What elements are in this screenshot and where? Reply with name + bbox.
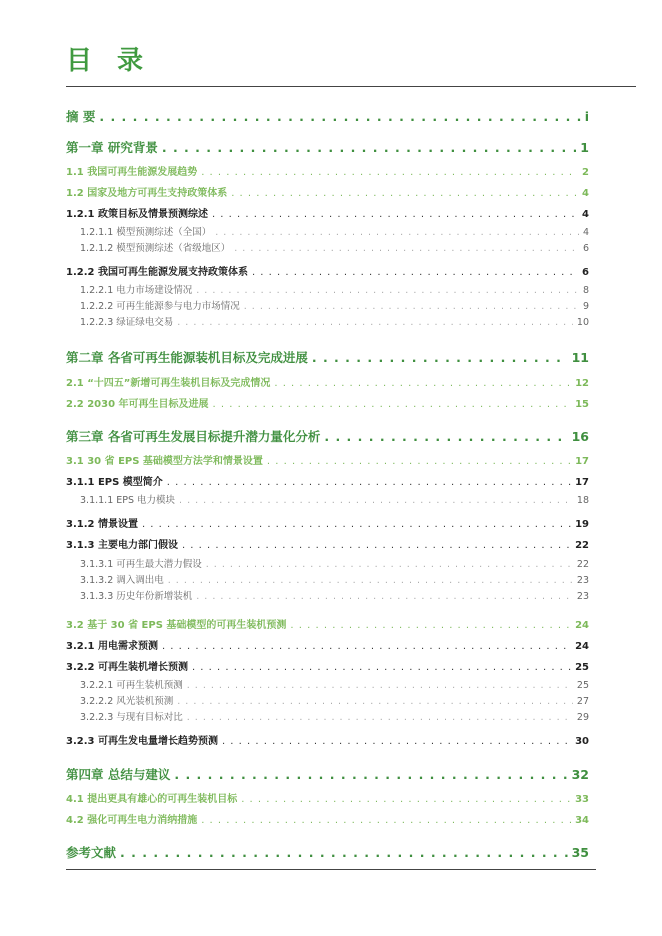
toc-entry-page: 19 <box>575 519 589 530</box>
toc-leader-dots <box>212 209 578 220</box>
toc-entry-label: 3.2.1 用电需求预测 <box>66 641 158 652</box>
toc-entry-label: 4.2 强化可再生电力消纳措施 <box>66 815 198 826</box>
toc-entry-page: 16 <box>571 429 589 444</box>
toc-entry-page: 4 <box>582 209 589 220</box>
toc-entry-label: 3.1.3.3 历史年份新增装机 <box>80 591 193 602</box>
toc-entry-page: 17 <box>575 477 589 488</box>
toc-entry-3-2-2-2[interactable] <box>80 693 589 707</box>
toc-entry-label: 1.2.1.2 模型预测综述（省级地区） <box>80 243 231 254</box>
toc-entry-3-1-3-1[interactable] <box>80 556 589 570</box>
toc-entry-label: 3.1.2 情景设置 <box>66 519 138 530</box>
toc-leader-dots <box>215 227 579 238</box>
toc-leader-dots <box>213 399 572 410</box>
toc-entry-page: 30 <box>575 736 589 747</box>
toc-entry-3-2-1[interactable] <box>66 637 589 652</box>
toc-entry-page: 8 <box>582 285 589 296</box>
toc-leader-dots <box>196 285 579 296</box>
toc-leader-dots <box>267 456 571 467</box>
toc-entry-1-2-2[interactable] <box>66 263 589 278</box>
toc-entry-label: 第四章 总结与建议 <box>66 767 171 782</box>
toc-entry-page: 24 <box>575 641 589 652</box>
page-title: 目 录 <box>66 46 152 76</box>
toc-entry-label: 2.1 “十四五”新增可再生装机目标及完成情况 <box>66 378 271 389</box>
toc-entry-3-1-3[interactable] <box>66 536 589 551</box>
toc-entry-label: 参考文献 <box>66 845 117 860</box>
toc-leader-dots <box>312 350 568 365</box>
toc-entry-references[interactable] <box>66 843 589 861</box>
toc-entry-label: 1.2.2.3 绿证绿电交易 <box>80 317 174 328</box>
toc-entry-page: 18 <box>576 495 589 506</box>
toc-entry-label: 1.2.2 我国可再生能源发展支持政策体系 <box>66 267 248 278</box>
toc-leader-dots <box>177 317 573 328</box>
toc-entry-label: 3.2.2.1 可再生装机预测 <box>80 680 183 691</box>
toc-entry-3-2-2[interactable] <box>66 658 589 673</box>
toc-leader-dots <box>192 662 571 673</box>
toc-entry-chapter-3[interactable] <box>66 427 589 445</box>
toc-entry-page: 24 <box>575 620 589 631</box>
toc-entry-page: 27 <box>576 696 589 707</box>
toc-entry-chapter-2[interactable] <box>66 348 589 366</box>
toc-entry-chapter-4[interactable] <box>66 765 589 783</box>
toc-leader-dots <box>222 736 571 747</box>
toc-leader-dots <box>182 540 571 551</box>
toc-entry-1-2-1-2[interactable] <box>80 240 589 254</box>
toc-entry-3-1[interactable] <box>66 452 589 467</box>
toc-leader-dots <box>234 243 579 254</box>
toc-leader-dots <box>231 188 578 199</box>
toc-entry-page: 6 <box>582 243 589 254</box>
toc-entry-1-1[interactable] <box>66 163 589 178</box>
toc-entry-page: 2 <box>582 167 589 178</box>
toc-leader-dots <box>179 495 573 506</box>
toc-entry-page: 11 <box>571 350 589 365</box>
toc-leader-dots <box>167 477 571 488</box>
toc-entry-label: 3.1.3 主要电力部门假设 <box>66 540 178 551</box>
toc-leader-dots <box>274 378 571 389</box>
toc-entry-label: 3.2.2.3 与现有目标对比 <box>80 712 183 723</box>
toc-leader-dots <box>206 559 573 570</box>
toc-entry-page: 12 <box>575 378 589 389</box>
toc-leader-dots <box>201 815 571 826</box>
toc-leader-dots <box>162 641 571 652</box>
toc-entry-label: 3.2.2 可再生装机增长预测 <box>66 662 188 673</box>
toc-entry-page: 17 <box>575 456 589 467</box>
toc-entry-label: 3.2 基于 30 省 EPS 基础模型的可再生装机预测 <box>66 620 287 631</box>
toc-entry-4-2[interactable] <box>66 811 589 826</box>
toc-entry-label: 1.2 国家及地方可再生支持政策体系 <box>66 188 228 199</box>
toc-entry-1-2-2-2[interactable] <box>80 298 589 312</box>
toc-entry-page: 22 <box>576 559 589 570</box>
toc-entry-label: 摘 要 <box>66 109 96 124</box>
toc-entry-1-2-1-1[interactable] <box>80 224 589 238</box>
toc-entry-2-1[interactable] <box>66 374 589 389</box>
toc-leader-dots <box>120 845 568 860</box>
toc-entry-label: 1.1 我国可再生能源发展趋势 <box>66 167 198 178</box>
toc-entry-label: 3.1.3.1 可再生最大潜力假设 <box>80 559 202 570</box>
toc-leader-dots <box>162 140 576 155</box>
toc-entry-3-1-3-2[interactable] <box>80 572 589 586</box>
toc-leader-dots <box>177 696 573 707</box>
toc-entry-3-1-1[interactable] <box>66 473 589 488</box>
toc-entry-page: 34 <box>575 815 589 826</box>
toc-entry-3-2[interactable] <box>66 616 589 631</box>
toc-entry-page: 1 <box>580 140 589 155</box>
toc-entry-page: 10 <box>576 317 589 328</box>
toc-leader-dots <box>290 620 571 631</box>
toc-entry-page: 4 <box>582 188 589 199</box>
toc-entry-label: 第二章 各省可再生能源装机目标及完成进展 <box>66 350 308 365</box>
toc-entry-1-2-1[interactable] <box>66 205 589 220</box>
toc-entry-3-1-1-1[interactable] <box>80 492 589 506</box>
toc-leader-dots <box>201 167 578 178</box>
toc-entry-page: 35 <box>571 845 589 860</box>
toc-entry-label: 3.1.3.2 调入调出电 <box>80 575 164 586</box>
toc-entry-label: 1.2.1.1 模型预测综述（全国） <box>80 227 212 238</box>
toc-leader-dots <box>196 591 573 602</box>
toc-leader-dots <box>187 712 573 723</box>
toc-entry-3-1-3-3[interactable] <box>80 588 589 602</box>
toc-entry-label: 1.2.1 政策目标及情景预测综述 <box>66 209 208 220</box>
toc-entry-label: 1.2.2.2 可再生能源参与电力市场情况 <box>80 301 240 312</box>
toc-leader-dots <box>241 794 571 805</box>
toc-entry-label: 3.2.2.2 风光装机预测 <box>80 696 174 707</box>
toc-entry-page: i <box>584 109 589 124</box>
toc-entry-page: 23 <box>576 575 589 586</box>
toc-entry-3-2-2-1[interactable] <box>80 677 589 691</box>
toc-entry-page: 32 <box>571 767 589 782</box>
toc-entry-3-1-2[interactable] <box>66 515 589 530</box>
toc-entry-abstract[interactable] <box>66 107 589 125</box>
toc-entry-4-1[interactable] <box>66 790 589 805</box>
toc-entry-label: 3.1 30 省 EPS 基础模型方法学和情景设置 <box>66 456 263 467</box>
toc-entry-page: 6 <box>582 267 589 278</box>
toc-leader-dots <box>187 680 573 691</box>
toc-entry-1-2[interactable] <box>66 184 589 199</box>
toc-entry-2-2[interactable] <box>66 395 589 410</box>
toc-entry-page: 25 <box>576 680 589 691</box>
toc-entry-label: 3.1.1 EPS 模型简介 <box>66 477 163 488</box>
toc-entry-label: 第一章 研究背景 <box>66 140 158 155</box>
toc-entry-page: 25 <box>575 662 589 673</box>
toc-entry-1-2-2-3[interactable] <box>80 314 589 328</box>
toc-entry-label: 4.1 提出更具有雄心的可再生装机目标 <box>66 794 238 805</box>
toc-entry-page: 4 <box>582 227 589 238</box>
toc-leader-dots <box>99 109 580 124</box>
toc-entry-page: 9 <box>582 301 589 312</box>
toc-entry-label: 1.2.2.1 电力市场建设情况 <box>80 285 193 296</box>
toc-entry-page: 29 <box>576 712 589 723</box>
toc-leader-dots <box>168 575 573 586</box>
toc-entry-page: 33 <box>575 794 589 805</box>
toc-leader-dots <box>324 429 567 444</box>
toc-entry-label: 2.2 2030 年可再生目标及进展 <box>66 399 209 410</box>
toc-entry-page: 22 <box>575 540 589 551</box>
toc-entry-1-2-2-1[interactable] <box>80 282 589 296</box>
toc-entry-label: 3.1.1.1 EPS 电力模块 <box>80 495 176 506</box>
bottom-divider <box>66 869 596 870</box>
toc-entry-chapter-1[interactable] <box>66 138 589 156</box>
toc-leader-dots <box>142 519 571 530</box>
toc-leader-dots <box>244 301 579 312</box>
toc-entry-page: 15 <box>575 399 589 410</box>
toc-entry-label: 第三章 各省可再生发展目标提升潜力量化分析 <box>66 429 321 444</box>
title-divider <box>66 86 636 87</box>
toc-leader-dots <box>174 767 567 782</box>
toc-entry-label: 3.2.3 可再生发电量增长趋势预测 <box>66 736 218 747</box>
toc-leader-dots <box>252 267 578 278</box>
toc-entry-3-2-3[interactable] <box>66 732 589 747</box>
toc-entry-page: 23 <box>576 591 589 602</box>
toc-entry-3-2-2-3[interactable] <box>80 709 589 723</box>
